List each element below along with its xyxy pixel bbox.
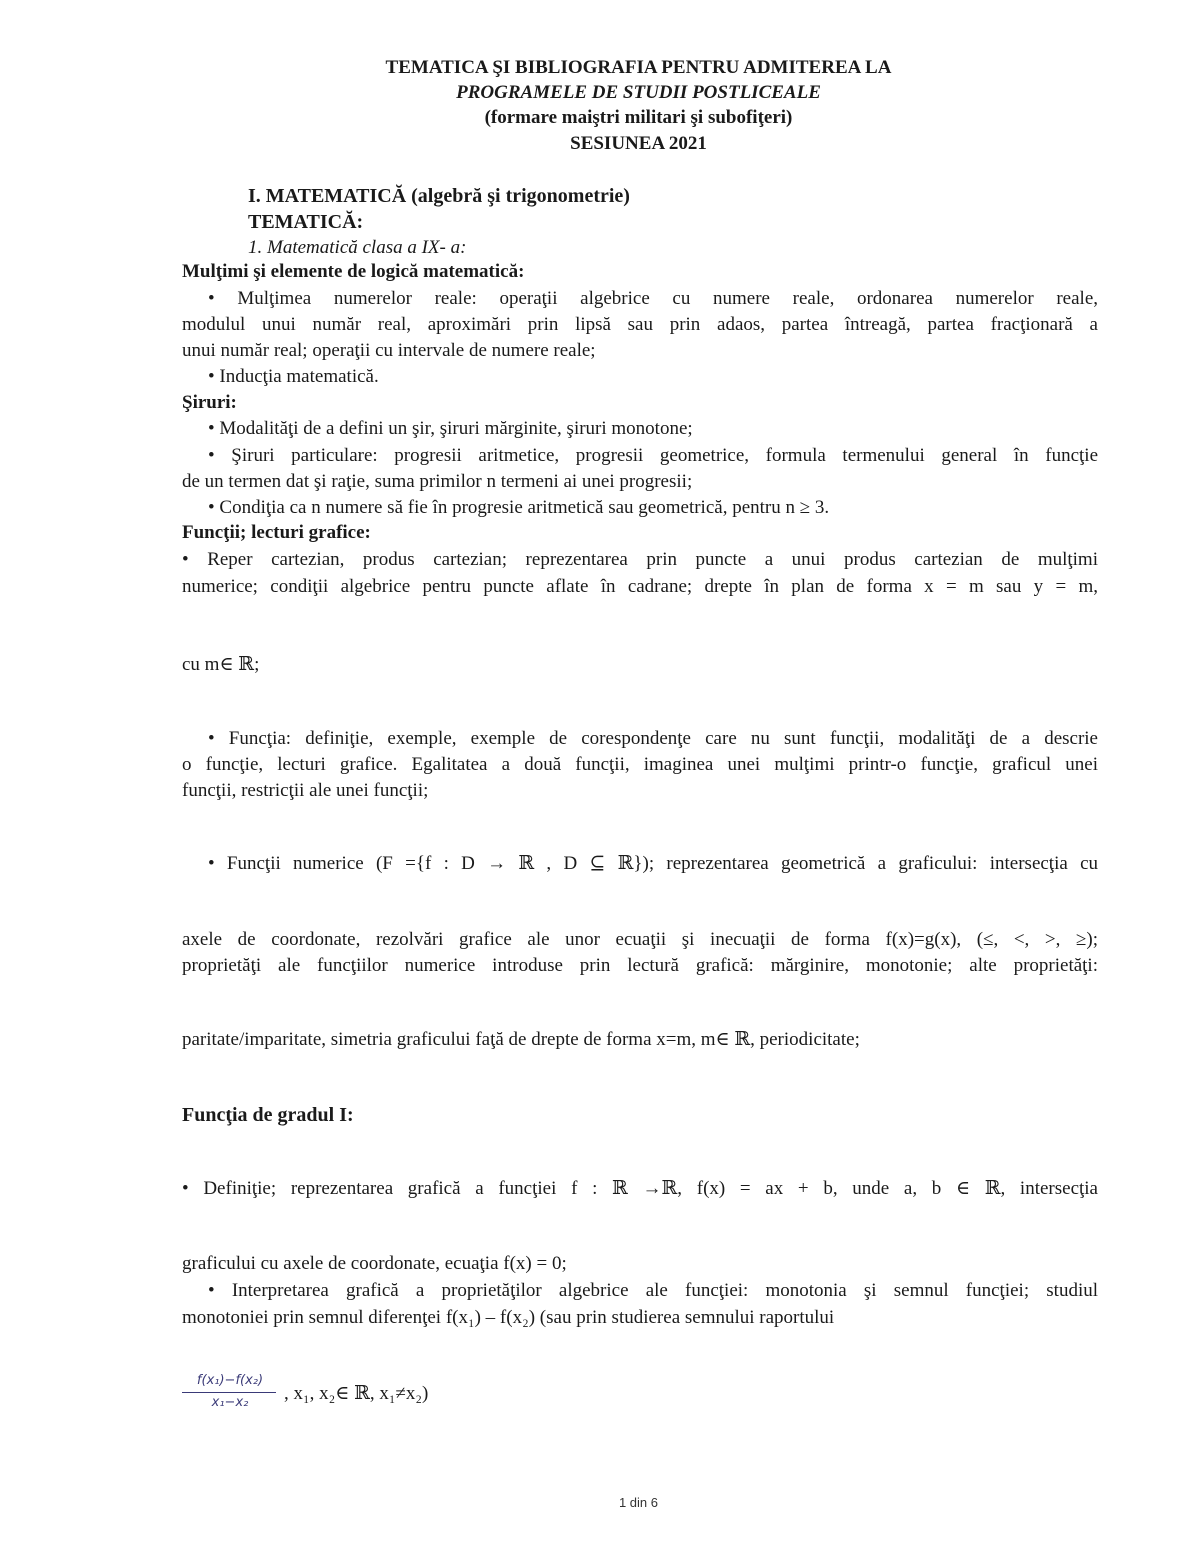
paragraph-line: o funcţie, lecturi grafice. Egalitatea a două funcţii, imaginea unei mulţimi printr-o funcţie, graficul unei — [182, 754, 1098, 775]
header-session: SESIUNEA 2021 — [570, 133, 707, 154]
paragraph-line: paritate/imparitate, simetria graficului faţă de drepte de forma x=m, m∈ ℝ, periodicitate; — [182, 1029, 860, 1050]
paragraph-line: • Condiţia ca n numere să fie în progresie aritmetică sau geometrică, pentru n ≥ 3. — [208, 497, 830, 518]
paragraph-line: monotoniei prin semnul diferenţei f(x₁) – f(x₂) (sau prin studierea semnului raportului — [182, 1307, 835, 1328]
paragraph-line: axele de coordonate, rezolvări grafice ale unor ecuaţii şi inecuaţii de forma f(x)=g(x), (≤, <, >, ≥); — [182, 929, 1098, 950]
paragraph-line: • Mulţimea numerelor reale: operaţii algebrice cu numere reale, ordonarea numerelor reale, — [208, 288, 1098, 309]
paragraph-line: • Funcţii numerice (F ={f : D → ℝ , D ⊆ ℝ}); reprezentarea geometrică a graficului: intersecţia cu — [208, 853, 1098, 874]
page-number: 1 din 6 — [618, 1495, 659, 1510]
paragraph-line: de un termen dat şi raţie, suma primilor n termeni ai unei progresii; — [182, 471, 693, 492]
paragraph-line: funcţii, restricţii ale unei funcţii; — [182, 780, 429, 801]
paragraph-line: proprietăţi ale funcţiilor numerice introduse prin lectură grafică: mărginire, monotonie; alte proprietăţi: — [182, 955, 1098, 976]
heading-gradul: Funcţia de gradul I: — [182, 1104, 354, 1126]
heading-multimi: Mulţimi şi elemente de logică matematică: — [182, 261, 525, 282]
section-subtitle: TEMATICĂ: — [248, 211, 364, 233]
header-title: TEMATICA ŞI BIBLIOGRAFIA PENTRU ADMITEREA LA — [385, 57, 892, 78]
paragraph-line: graficului cu axele de coordonate, ecuaţia f(x) = 0; — [182, 1253, 567, 1274]
header-subtitle: (formare maiştri militari şi subofiţeri) — [484, 107, 793, 128]
paragraph-line: • Inducţia matematică. — [208, 366, 379, 387]
paragraph-line: • Definiţie; reprezentarea grafică a funcţiei f : ℝ →ℝ, f(x) = ax + b, unde a, b ∈ ℝ, intersecţia — [182, 1178, 1098, 1199]
fraction-bar — [182, 1392, 276, 1393]
fraction-numerator: f(x₁)−f(x₂) — [196, 1373, 264, 1388]
section-title: I. MATEMATICĂ (algebră şi trigonometrie) — [248, 185, 630, 207]
paragraph-line: • Interpretarea grafică a proprietăţilor algebrice ale funcţiei: monotonia şi semnul funcţiei; studiul — [208, 1280, 1098, 1301]
paragraph-line: unui număr real; operaţii cu intervale de numere reale; — [182, 340, 596, 361]
paragraph-line: cu m∈ ℝ; — [182, 654, 260, 675]
paragraph-line: numerice; condiţii algebrice pentru puncte aflate în cadrane; drepte în plan de forma x = m sau y = m, — [182, 576, 1098, 597]
fraction-formula — [180, 1372, 280, 1416]
subsection-title: 1. Matematică clasa a IX- a: — [248, 237, 467, 258]
header-program: PROGRAMELE DE STUDII POSTLICEALE — [456, 82, 821, 103]
paragraph-line: • Reper cartezian, produs cartezian; reprezentarea prin puncte a unui produs cartezian de mulţimi — [182, 549, 1098, 570]
fraction-denominator: x₁−x₂ — [211, 1395, 249, 1410]
fraction-tail: , x₁, x₂∈ ℝ, x₁≠x₂) — [284, 1383, 429, 1404]
paragraph-line: • Funcţia: definiţie, exemple, exemple de corespondenţe care nu sunt funcţii, modalităţi de a descrie — [208, 728, 1098, 749]
heading-functii: Funcţii; lecturi grafice: — [182, 522, 371, 543]
paragraph-line: • Şiruri particulare: progresii aritmetice, progresii geometrice, formula termenului general în funcţie — [208, 445, 1098, 466]
paragraph-line: modulul unui număr real, aproximări prin lipsă sau prin adaos, partea întreagă, partea fracţionară a — [182, 314, 1098, 335]
paragraph-line: • Modalităţi de a defini un şir, şiruri mărginite, şiruri monotone; — [208, 418, 693, 439]
heading-siruri: Şiruri: — [182, 392, 237, 413]
